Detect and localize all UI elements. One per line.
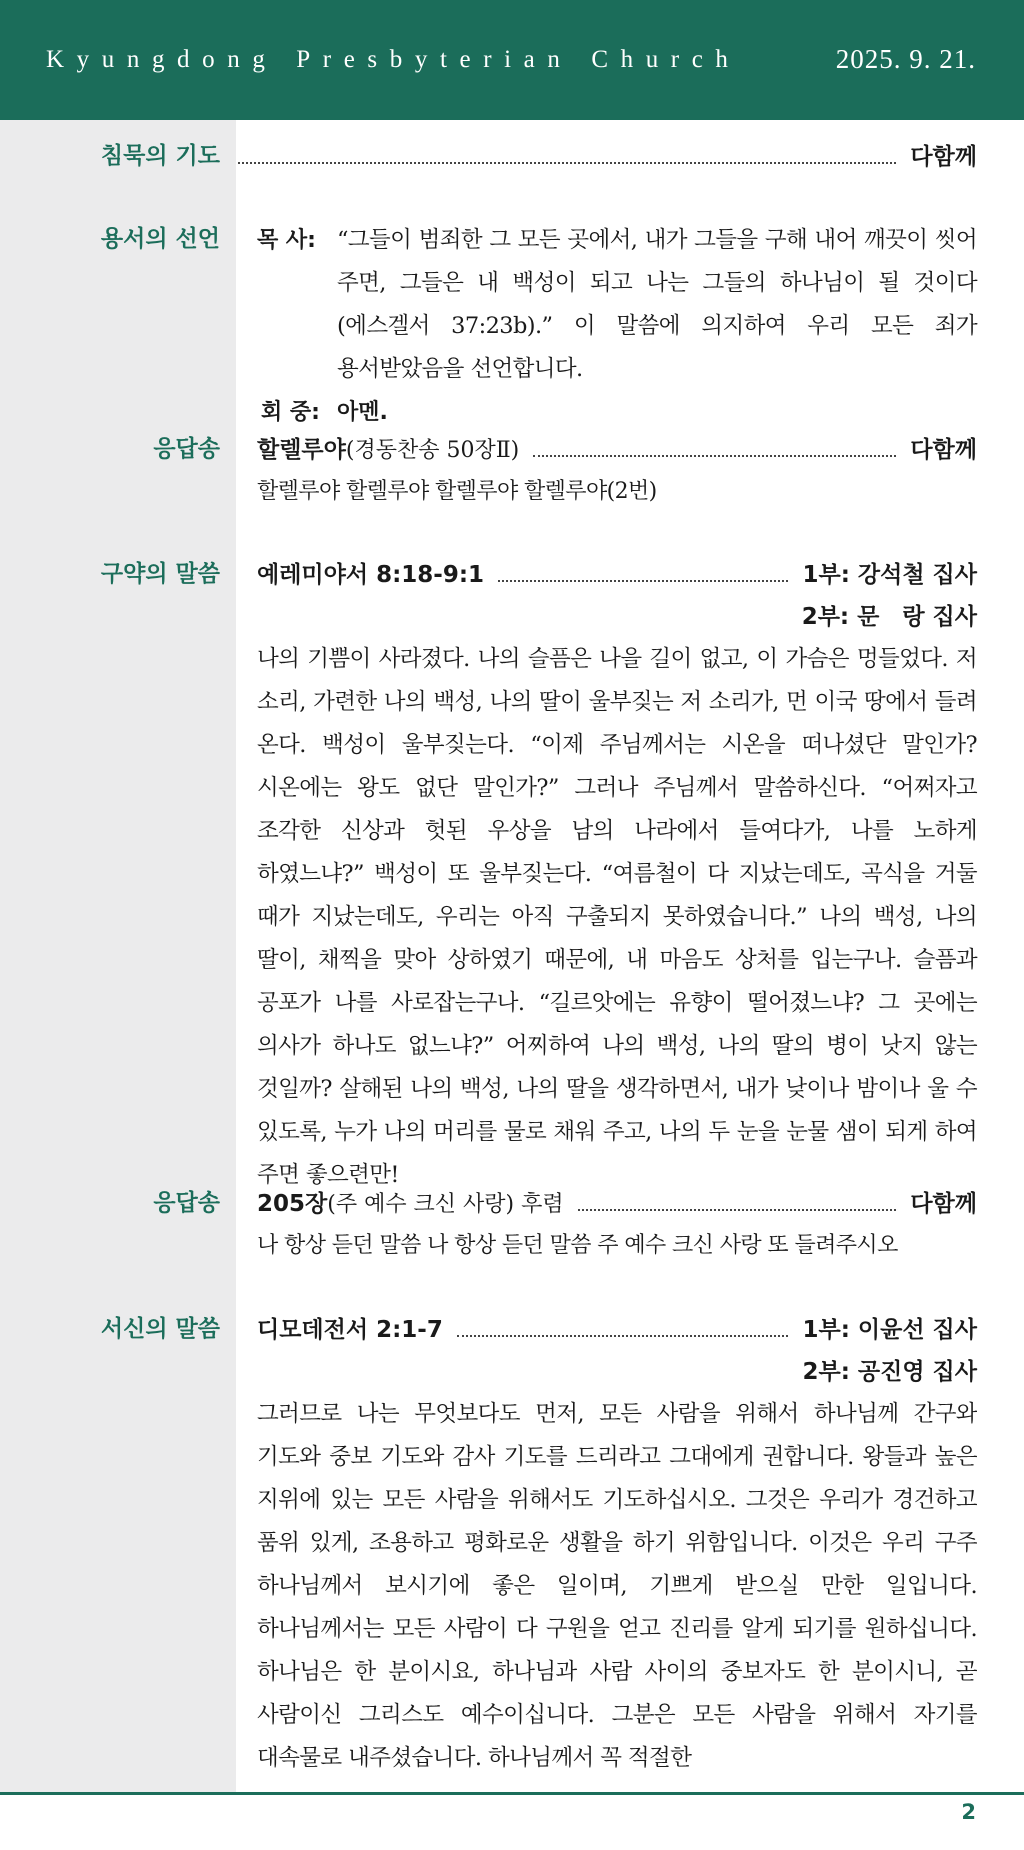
old-testament-reader-1: 1부: 강석철 집사 [802,562,977,588]
page-header [0,0,1024,120]
response-hymn-1-title: 할렐루야 [257,437,346,463]
response-hymn-2-label: 응답송 [153,1190,220,1216]
epistle-text: 그러므로 나는 무엇보다도 먼저, 모든 사람을 위해서 하나님께 간구와 기도와 중보 기도와 감사 기도를 드리라고 그대에게 권합니다. 왕들과 높은 지위에 있는 모든 사람을 위해서도 기도하십시오. 그것은 우리가 경건하고 품위 있게, 조용하고 평화로운 생활을 하기 위함입니다. 이것은 우리 구주 하나님께서 보시기에 좋은 일이며, 기쁘게 받으실 만한 일입니다. 하나님께서는 모든 사람이 다 구원을 얻고 진리를 알게 되기를 원하십니다. 하나님은 한 분이시요, 하나님과 사람 사이의 중보자도 한 분이시니, 곧 사람이신 그리스도 예수이십니다. 그분은 모든 사람을 위해서 자기를 대속물로 내주셨습니다. 하나님께서 꼭 적절한 [257,1401,977,1771]
congregation-response: 아멘. [337,400,388,425]
response-hymn-1-lyrics: 할렐루야 할렐루야 할렐루야 할렐루야(2번) [257,479,657,504]
label-sidebar [0,120,236,1792]
silent-prayer-label: 침묵의 기도 [100,143,220,169]
pardon-label: 용서의 선언 [100,226,220,252]
epistle-reader-2: 2부: 공진영 집사 [802,1359,977,1385]
dot-leader [533,455,896,457]
old-testament-text: 나의 기쁨이 사라졌다. 나의 슬픔은 나을 길이 없고, 이 가슴은 멍들었다. 저 소리, 가련한 나의 백성, 나의 딸이 울부짖는 저 소리가, 먼 이국 땅에서 들려 온다. 백성이 울부짖는다. “이제 주님께서는 시온을 떠나셨단 말인가? 시온에는 왕도 없단 말인가?” 그러나 주님께서 말씀하신다. “어쩌자고 조각한 신상과 헛된 우상을 남의 나라에서 들여다가, 나를 노하게 하였느냐?” 백성이 또 울부짖는다. “여름철이 다 지났는데도, 곡식을 거둘 때가 지났는데도, 우리는 아직 구출되지 못하였습니다.” 나의 백성, 나의 딸이, 채찍을 맞아 상하였기 때문에, 내 마음도 상처를 입는구나. 슬픔과 공포가 나를 사로잡는구나. “길르앗에는 유향이 떨어졌느냐? 그 곳에는 의사가 하나도 없느냐?” 어찌하여 나의 백성, 나의 딸의 병이 낫지 않는 것일까? 살해된 나의 백성, 나의 딸을 생각하면서, 내가 낮이나 밤이나 울 수 있도록, 누가 나의 머리를 물로 채워 주고, 나의 두 눈을 눈물 샘이 되게 하여 주면 좋으련만! [257,646,977,1188]
church-name: Kyungdong Presbyterian Church [46,46,741,73]
footer-rule [0,1792,1024,1795]
old-testament-reader-2: 2부: 문 랑 집사 [801,604,977,630]
bulletin-date: 2025. 9. 21. [835,44,976,74]
response-hymn-2-title: 205장 [257,1191,328,1217]
old-testament-reference: 예레미야서 8:18-9:1 [257,562,485,588]
page-number: 2 [961,1800,976,1824]
response-hymn-2-lyrics: 나 항상 듣던 말씀 나 항상 듣던 말씀 주 예수 크신 사랑 또 들려주시오 [257,1233,898,1258]
dot-leader [238,162,896,164]
response-hymn-1-participant: 다함께 [910,437,977,463]
dot-leader [578,1209,897,1211]
congregation-speaker-label: 회 중: [261,400,320,425]
response-hymn-1-label: 응답송 [153,436,220,462]
response-hymn-2-source: (주 예수 크신 사랑) 후렴 [327,1192,564,1217]
epistle-reference: 디모데전서 2:1-7 [257,1317,443,1343]
epistle-reader-1: 1부: 이윤선 집사 [802,1317,977,1343]
silent-prayer-participant: 다함께 [910,144,977,170]
response-hymn-1-source: (경동찬송 50장Ⅱ) [345,438,520,463]
pardon-declaration-text: “그들이 범죄한 그 모든 곳에서, 내가 그들을 구해 내어 깨끗이 씻어 주면, 그들은 내 백성이 되고 나는 그들의 하나님이 될 것이다(에스겔서 37:23b).” 이 말씀에 의지하여 우리 모든 죄가 용서받았음을 선언합니다. [337,227,977,382]
dot-leader [498,580,788,582]
epistle-label: 서신의 말씀 [100,1316,220,1342]
response-hymn-2-participant: 다함께 [910,1191,977,1217]
pastor-speaker-label: 목 사: [257,228,316,253]
old-testament-label: 구약의 말씀 [100,561,220,587]
dot-leader [457,1335,789,1337]
